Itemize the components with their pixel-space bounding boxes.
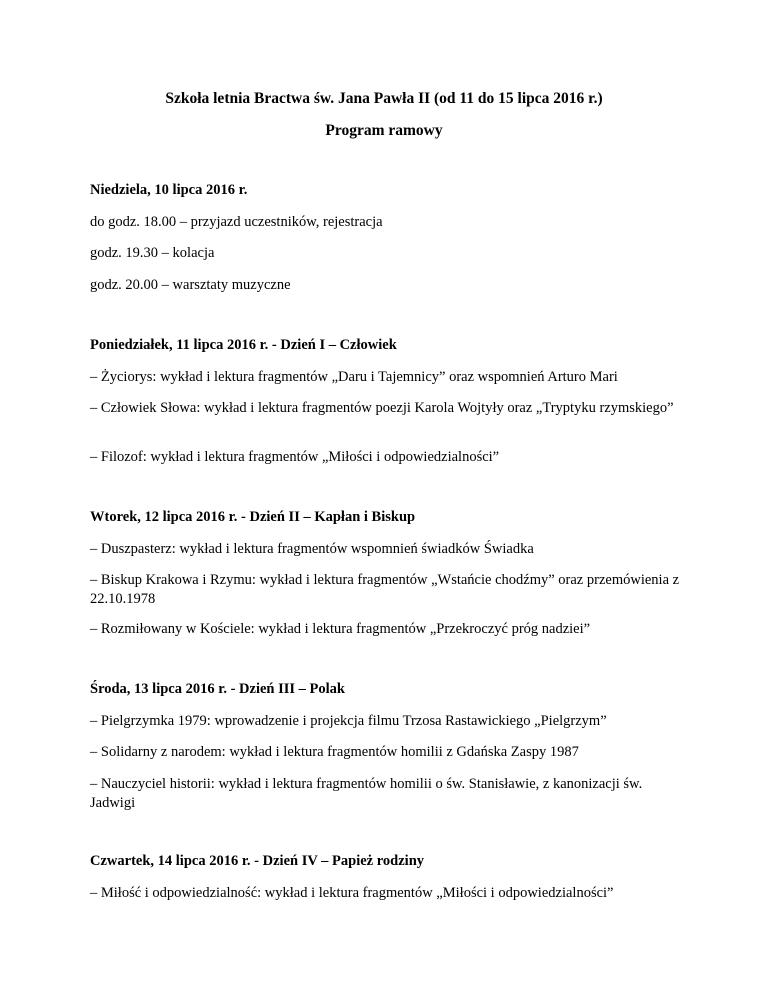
schedule-item: – Rozmiłowany w Kościele: wykład i lektura fragmentów „Przekroczyć próg nadziei” [90, 621, 591, 637]
document-subtitle: Program ramowy [325, 122, 443, 139]
schedule-item: godz. 19.30 – kolacja [90, 245, 215, 261]
schedule-item: – Miłość i odpowiedzialność: wykład i lektura fragmentów „Miłości i odpowiedzialności” [90, 885, 614, 901]
schedule-item: – Biskup Krakowa i Rzymu: wykład i lektura fragmentów „Wstańcie chodźmy” oraz przemówienia z 22.10.1978 [90, 572, 680, 607]
schedule-item: – Filozof: wykład i lektura fragmentów „Miłości i odpowiedzialności” [90, 449, 500, 465]
day-heading-thursday: Czwartek, 14 lipca 2016 r. - Dzień IV – Papież rodziny [90, 853, 425, 869]
schedule-item: – Pielgrzymka 1979: wprowadzenie i projekcja filmu Trzosa Rastawickiego „Pielgrzym” [90, 713, 607, 729]
day-heading-sunday: Niedziela, 10 lipca 2016 r. [90, 182, 248, 198]
schedule-item: godz. 20.00 – warsztaty muzyczne [90, 277, 291, 293]
schedule-item: do godz. 18.00 – przyjazd uczestników, rejestracja [90, 214, 383, 230]
day-heading-monday: Poniedziałek, 11 lipca 2016 r. - Dzień I – Człowiek [90, 337, 397, 353]
day-heading-wednesday: Środa, 13 lipca 2016 r. - Dzień III – Polak [90, 681, 345, 697]
schedule-item: – Życiorys: wykład i lektura fragmentów „Daru i Tajemnicy” oraz wspomnień Arturo Mari [90, 369, 618, 385]
day-heading-tuesday: Wtorek, 12 lipca 2016 r. - Dzień II – Kapłan i Biskup [90, 509, 416, 525]
schedule-item: – Nauczyciel historii: wykład i lektura fragmentów homilii o św. Stanisławie, z kanonizacji św. Jadwigi [90, 776, 643, 811]
schedule-item: – Duszpasterz: wykład i lektura fragmentów wspomnień świadków Świadka [90, 541, 534, 557]
document-title: Szkoła letnia Bractwa św. Jana Pawła II (od 11 do 15 lipca 2016 r.) [165, 90, 603, 107]
schedule-item: – Solidarny z narodem: wykład i lektura fragmentów homilii z Gdańska Zaspy 1987 [90, 744, 579, 760]
schedule-item: – Człowiek Słowa: wykład i lektura fragmentów poezji Karola Wojtyły oraz „Tryptyku rzymskiego” [90, 400, 674, 416]
